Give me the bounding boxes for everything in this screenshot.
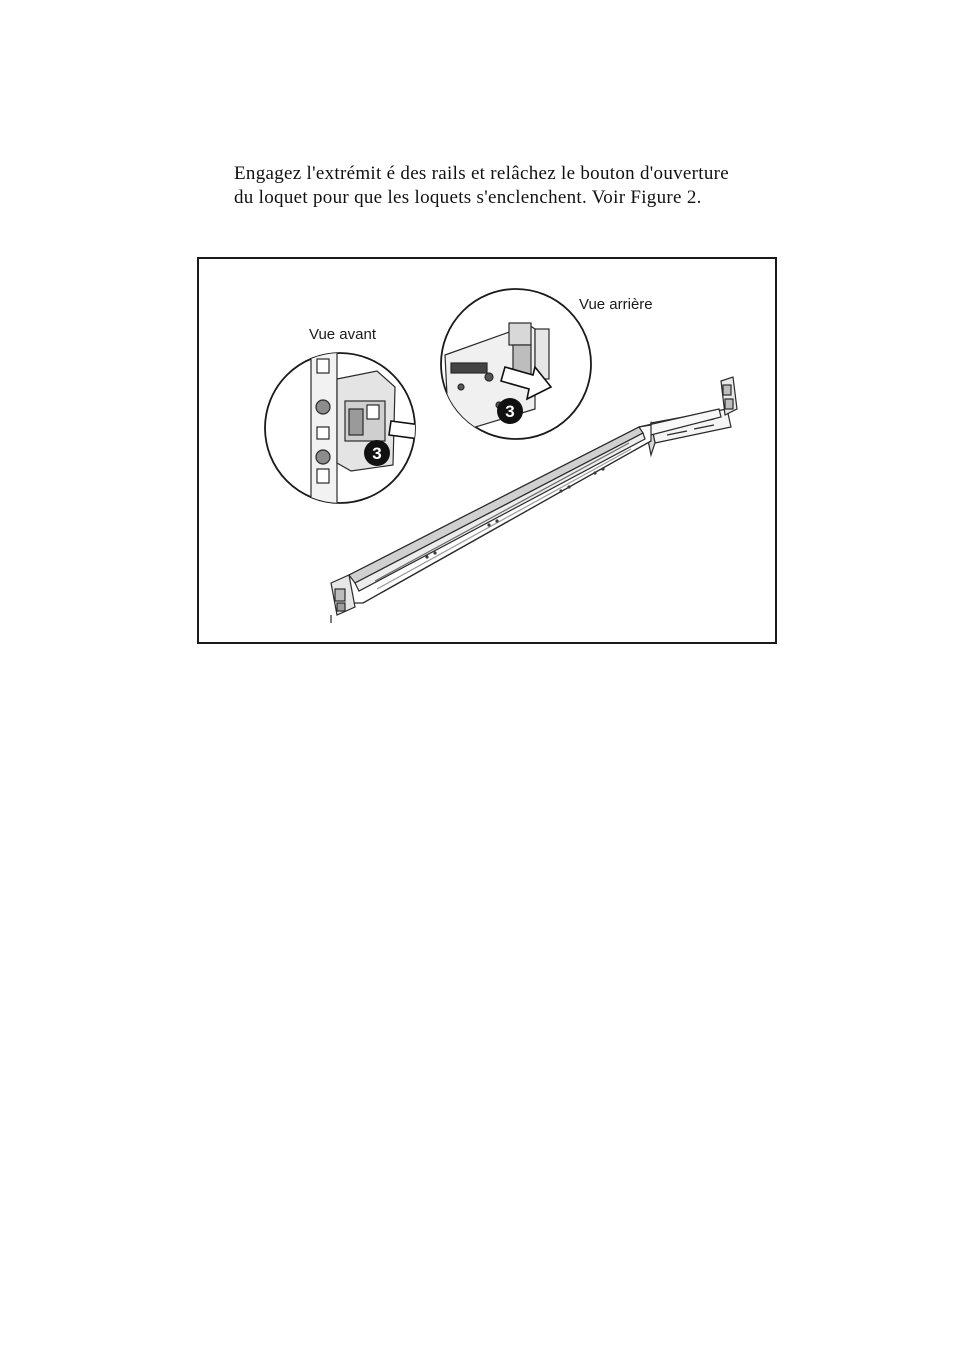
- figure-2-rail-installation: [197, 257, 777, 644]
- instruction-line-1: Engagez l'extrémit é des rails et relâchez le bouton d'ouverture: [234, 163, 730, 184]
- rail-illustration: [199, 259, 775, 642]
- rear-view-detail: [441, 289, 653, 439]
- front-view-label: Vue avant: [309, 326, 376, 343]
- instruction-text: [234, 162, 834, 210]
- rear-step-badge: [497, 398, 523, 424]
- front-view-detail: [265, 326, 439, 517]
- instruction-line-2: du loquet pour que les loquets s'enclenchent. Voir Figure 2.: [234, 187, 702, 208]
- svg-text:3: 3: [372, 444, 382, 463]
- front-step-badge: [364, 440, 390, 466]
- svg-text:3: 3: [505, 402, 515, 421]
- rear-view-label: Vue arrière: [579, 296, 653, 313]
